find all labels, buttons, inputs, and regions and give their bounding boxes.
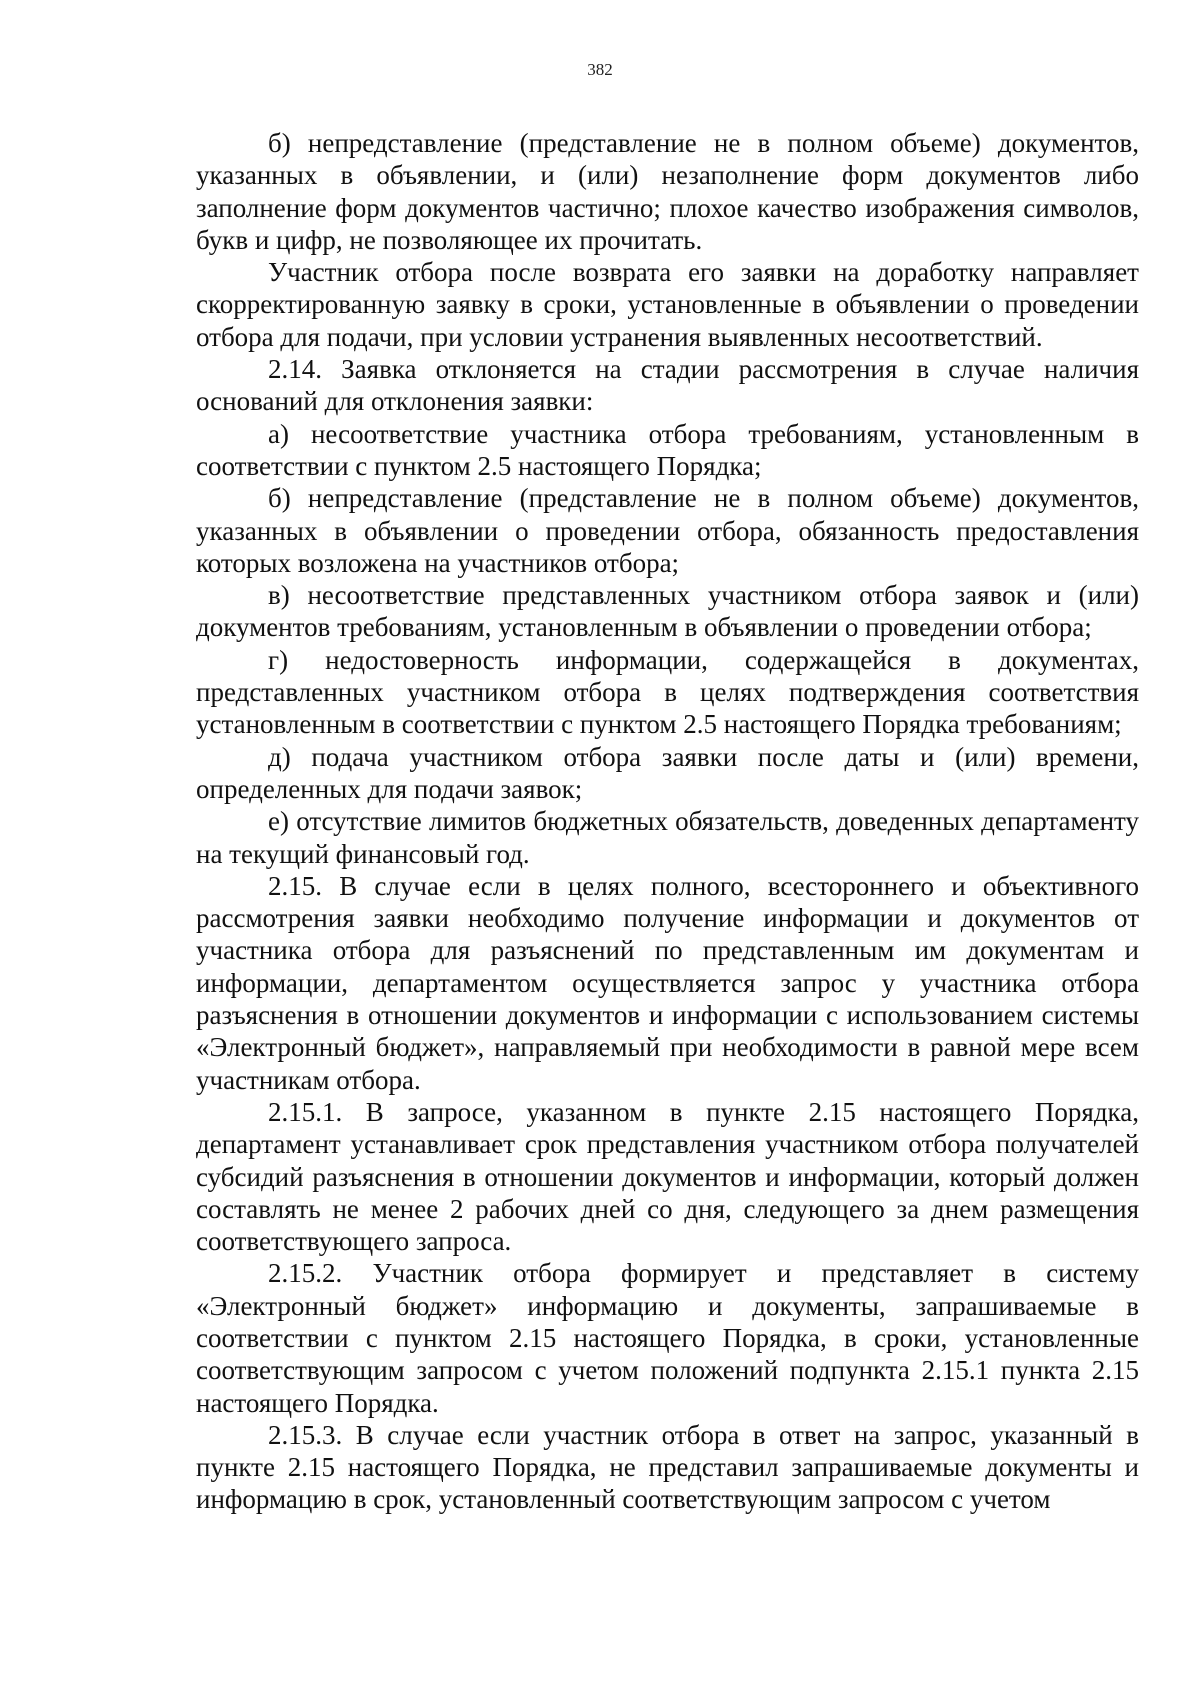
paragraph-2-15-2: 2.15.2. Участник отбора формирует и представляет в систему «Электронный бюджет» информацию и документы, запрашиваемые в соответствии с пунктом 2.15 настоящего Порядка, в сроки, установленные соответствующим запросом с учетом положений подпункта 2.15.1 пункта 2.15 настоящего Порядка. [196,1258,1139,1418]
document-body [196,127,1139,1516]
paragraph-2-14: 2.14. Заявка отклоняется на стадии рассмотрения в случае наличия оснований для отклонения заявки: [196,354,1139,417]
paragraph-2-15-1: 2.15.1. В запросе, указанном в пункте 2.15 настоящего Порядка, департамент устанавливает срок представления участником отбора получателей субсидий разъяснения в отношении документов и информации, который должен составлять не менее 2 рабочих дней со дня, следующего за днем размещения соответствующего запроса. [196,1096,1139,1257]
paragraph-2-14-b: б) непредставление (представление не в полном объеме) документов, указанных в объявлении о проведении отбора, обязанность предоставления которых возложена на участников отбора; [196,483,1139,578]
paragraph-b-incomplete-documents: б) непредставление (представление не в полном объеме) документов, указанных в объявлении, и (или) незаполнение форм документов либо заполнение форм документов частично; плохое качество изображения символов, букв и цифр, не позволяющее их прочитать. [196,128,1139,255]
paragraph-2-15: 2.15. В случае если в целях полного, всестороннего и объективного рассмотрения заявки необходимо получение информации и документов от участника отбора для разъяснений по представленным им документам и информации, департаментом осуществляется запрос у участника отбора разъяснения в отношении документов и информации с использованием системы «Электронный бюджет», направляемый при необходимости в равной мере всем участникам отбора. [196,870,1139,1095]
paragraph-corrected-application: Участник отбора после возврата его заявки на доработку направляет скорректированную заявку в сроки, установленные в объявлении о проведении отбора для подачи, при условии устранения выявленных несоответствий. [196,257,1139,352]
paragraph-2-14-e: е) отсутствие лимитов бюджетных обязательств, доведенных департаменту на текущий финансовый год. [196,806,1139,869]
paragraph-2-14-d: д) подача участником отбора заявки после даты и (или) времени, определенных для подачи заявок; [196,741,1139,804]
page-number: 382 [587,60,613,79]
paragraph-2-14-v: в) несоответствие представленных участником отбора заявок и (или) документов требованиям, установленным в объявлении о проведении отбора; [196,580,1139,643]
paragraph-2-14-g: г) недостоверность информации, содержащейся в документах, представленных участником отбора в целях подтверждения соответствия установленным в соответствии с пунктом 2.5 настоящего Порядка требованиям; [196,644,1139,740]
paragraph-2-14-a: а) несоответствие участника отбора требованиям, установленным в соответствии с пунктом 2.5 настоящего Порядка; [196,418,1139,481]
paragraph-2-15-3: 2.15.3. В случае если участник отбора в ответ на запрос, указанный в пункте 2.15 настоящего Порядка, не представил запрашиваемые документы и информацию в срок, установленный соответствующим запросом с учетом [196,1419,1139,1515]
